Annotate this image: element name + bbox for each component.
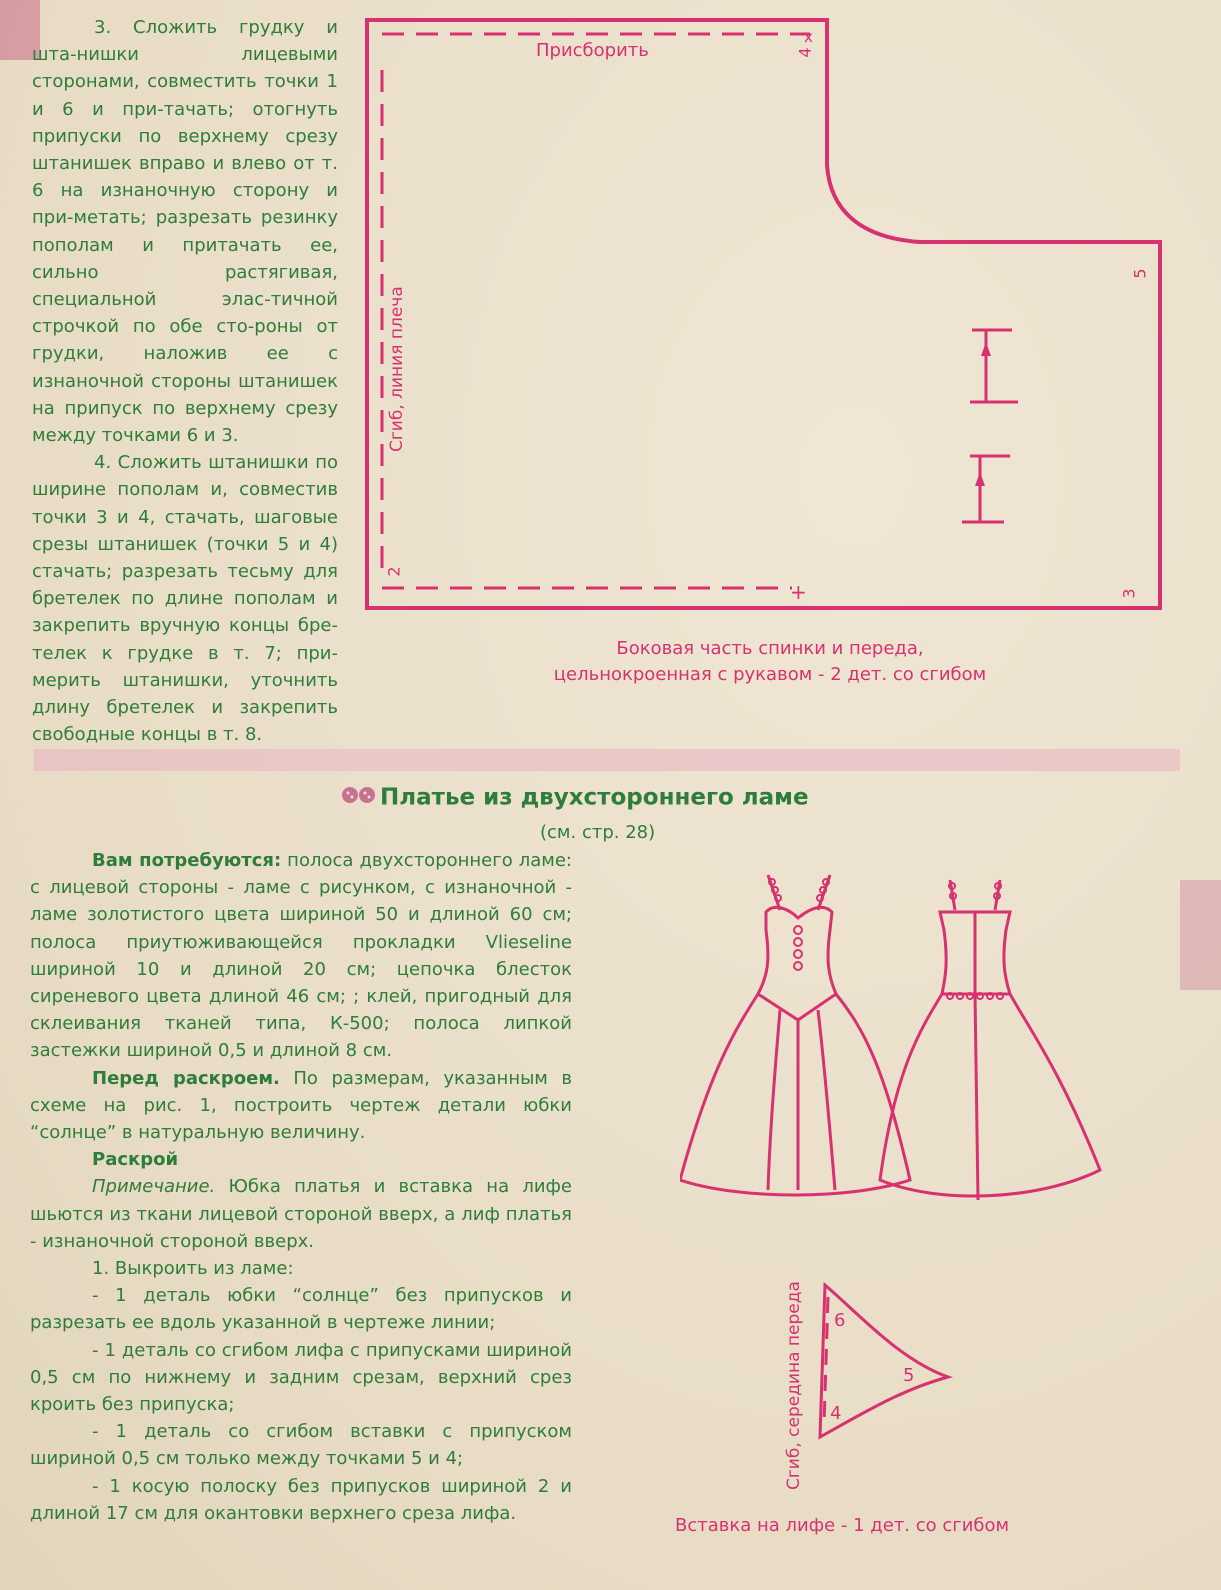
step-1-text: 1. Выкроить из ламе:: [92, 1258, 294, 1280]
step-3-text: 3. Сложить грудку и шта-нишки лицевыми сторонами, совместить точки 1 и 6 и при-тачать; отогнуть припуски по верхнему срезу штанишек вправо и влево от т. 6 на изнаночную сторону и при-метать; разрезать резинку пополам и притачать ее, сильно растягивая, специальной элас-тичной строчкой по обе сто-роны от грудки, наложив ее с изнаночной стороны штанишек на припуск по верхнему срезу между точками 6 и 3.: [32, 17, 338, 447]
cross-mark-top: x: [804, 28, 813, 46]
cut-item-3: - 1 деталь со сгибом вставки с припуском шириной 0,5 см только между точками 5 и 4;: [30, 1421, 572, 1470]
insert-pattern-drawing: [810, 1275, 970, 1455]
title-bullet-icon: [340, 784, 380, 812]
dress-subtitle: (см. стр. 28): [540, 822, 656, 843]
before-cut-label: Перед раскроем.: [92, 1067, 280, 1089]
note-text: Юбка платья и вставка на лифе шьются из ткани лицевой стороной вверх, а лиф платья - изнаночной стороной вверх.: [30, 1176, 572, 1252]
caption-line-2: цельнокроенная с рукавом - 2 дет. со сгибом: [553, 664, 987, 685]
point-3-label: 3: [1119, 588, 1139, 599]
materials-text: полоса двухстороннего ламе: с лицевой стороны - ламе с рисунком, с изнаночной - ламе золотистого цвета шириной 50 и длиной 60 см; полоса приутюживающейся прокладки Vlieseline шириной 10 и длиной 20 см; цепочка блесток сиреневого цвета длиной 46 см; ; клей, пригодный для склеивания тканей типа, К-500; полоса липкой застежки шириной 0,5 и длиной 8 см.: [30, 850, 572, 1062]
caption-line-1: Боковая часть спинки и переда,: [616, 638, 924, 659]
cut-item-1: - 1 деталь юбки “солнце” без припусков и разрезать ее вдоль указанной в чертеже линии;: [30, 1285, 572, 1334]
cross-mark-bottom: +: [790, 580, 807, 604]
side-stain: [1180, 880, 1221, 990]
note-paragraph: [30, 1173, 572, 1255]
point-5-label: 5: [1130, 268, 1150, 279]
fold-shoulder-label: Сгиб, линия плеча: [387, 286, 407, 452]
insert-point-4: 4: [830, 1403, 842, 1424]
insert-point-5: 5: [903, 1365, 915, 1386]
instructions-bottom: [30, 847, 572, 1527]
point-4-label: 4: [795, 47, 815, 58]
gather-label: Присборить: [536, 40, 649, 61]
insert-point-6: 6: [834, 1310, 846, 1331]
pattern-outline: [367, 20, 1160, 608]
point-2-label: 2: [384, 566, 404, 577]
sleeve-pattern-drawing: [360, 10, 1180, 630]
dress-title: [340, 784, 900, 812]
section-divider: [34, 749, 1180, 771]
dress-back-drawing: [880, 880, 1100, 1200]
cut-item-2: - 1 деталь со сгибом лифа с припусками шириной 0,5 см по нижнему и задним срезам, верхний срез кроить без припуска;: [30, 1339, 572, 1416]
step-4-text: 4. Сложить штанишки по ширине пополам и, совместив точки 3 и 4, стачать, шаговые срезы штанишек (точки 5 и 4) стачать; разрезать тесьму для бретелек по длине пополам и закрепить вручную концы бре-телек к грудке в т. 7; при-мерить штанишки, уточнить длину бретелек и закрепить свободные концы в т. 8.: [32, 452, 338, 746]
materials-label: Вам потребуются:: [92, 850, 282, 871]
instructions-top: [32, 14, 338, 748]
insert-fold-label: Сгиб, середина переда: [784, 1281, 804, 1490]
before-cut-text: По размерам, указанным в схеме на рис. 1, построить чертеж детали юбки “солнце” в натуральную величину.: [30, 1067, 572, 1144]
sleeve-pattern-caption: [500, 636, 1040, 688]
insert-caption: Вставка на лифе - 1 дет. со сгибом: [675, 1515, 1010, 1536]
dress-front-drawing: [680, 875, 910, 1195]
dress-illustration: [680, 870, 1130, 1230]
before-cut-paragraph: [30, 1065, 572, 1147]
materials-paragraph: [30, 847, 572, 1065]
dress-title-text: Платье из двухстороннего ламе: [380, 784, 809, 811]
cut-heading: Раскрой: [92, 1149, 179, 1171]
note-label: Примечание.: [92, 1176, 216, 1198]
cut-item-4: - 1 косую полоску без припусков шириной 2 и длиной 17 см для окантовки верхнего среза лифа.: [30, 1475, 572, 1524]
